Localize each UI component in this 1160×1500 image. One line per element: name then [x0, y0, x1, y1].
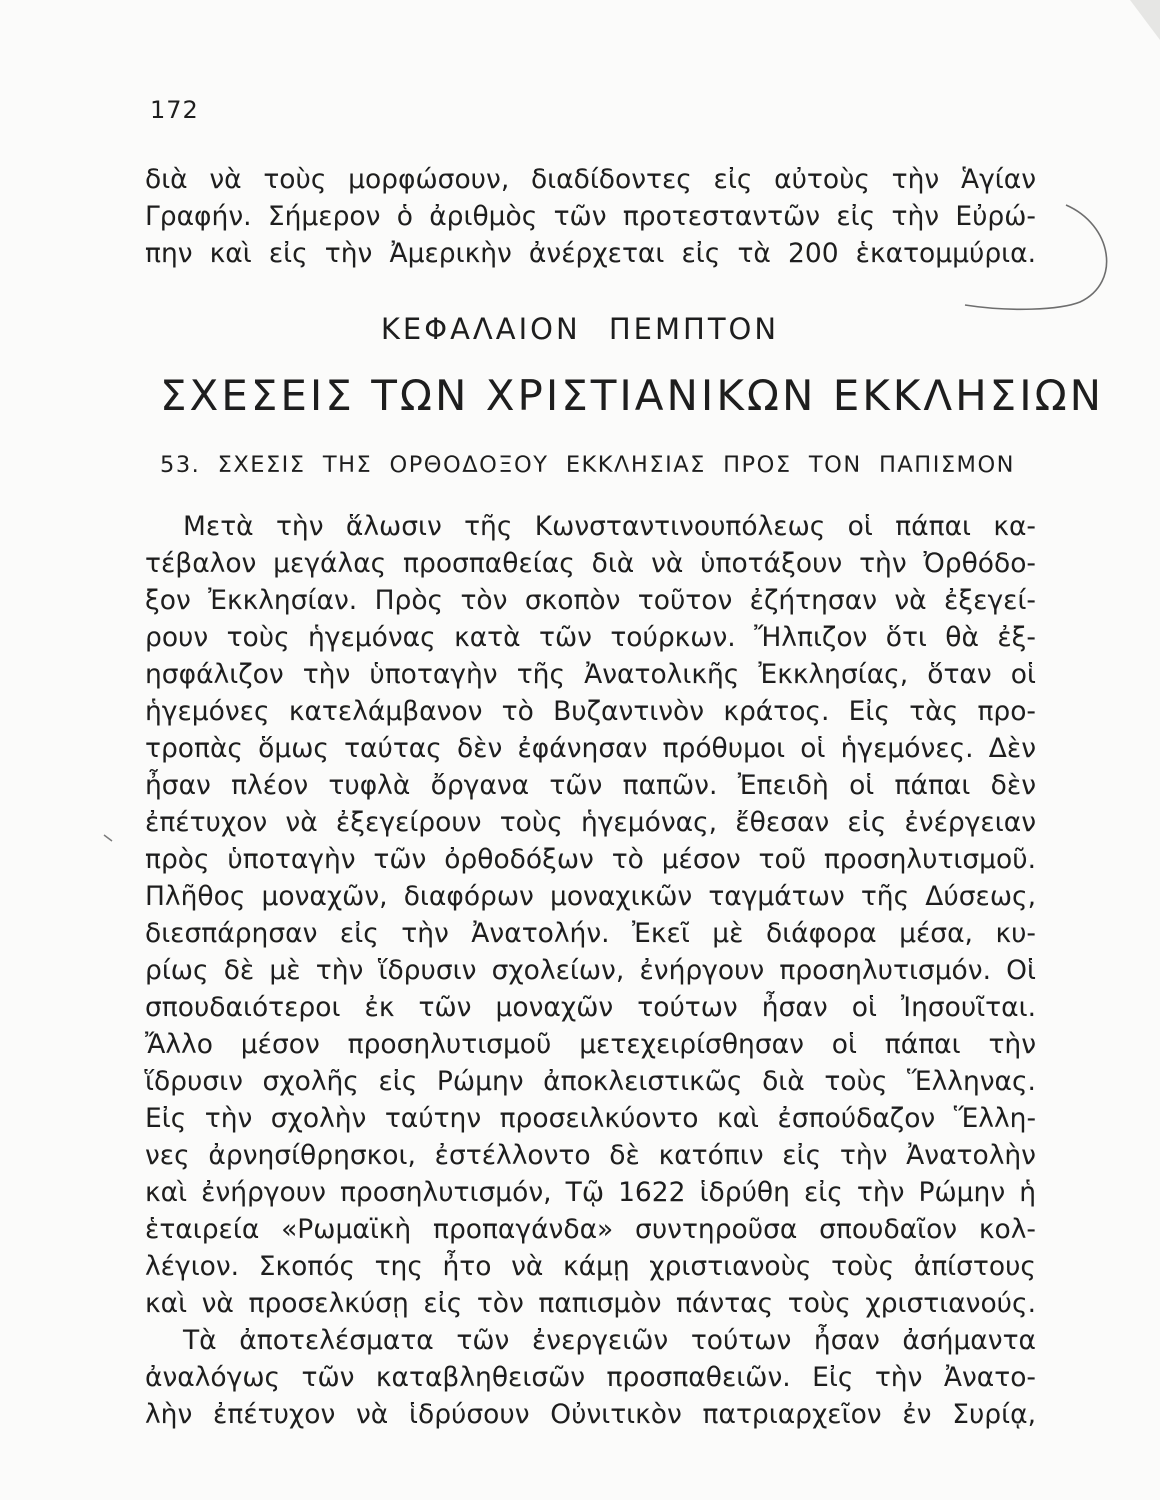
text-line: λέγιον. Σκοπός της ἦτο νὰ κάμῃ χριστιανοὺς τοὺς ἀπίστους — [145, 1251, 1036, 1282]
text-line: Πλῆθος μοναχῶν, διαφόρων μοναχικῶν ταγμάτων τῆς Δύσεως, — [145, 881, 1036, 912]
text-line: καὶ νὰ προσελκύσῃ εἰς τὸν παπισμὸν πάντας τοὺς χριστιανούς. — [145, 1288, 1036, 1319]
text-line: ἦσαν πλέον τυφλὰ ὄργανα τῶν παπῶν. Ἐπειδὴ οἱ πάπαι δὲν — [145, 770, 1036, 801]
text-line: Ἄλλο μέσον προσηλυτισμοῦ μετεχειρίσθησαν οἱ πάπαι τὴν — [145, 1029, 1036, 1060]
text-line: πρὸς ὑποταγὴν τῶν ὀρθοδόξων τὸ μέσον τοῦ προσηλυτισμοῦ. — [145, 844, 1036, 875]
text-line: ἐπέτυχον νὰ ἐξεγείρουν τοὺς ἡγεμόνας, ἔθεσαν εἰς ἐνέργειαν — [145, 807, 1036, 838]
text-line: σπουδαιότεροι ἐκ τῶν μοναχῶν τούτων ἦσαν οἱ Ἰησουῖται. — [145, 992, 1036, 1023]
section-heading: 53. ΣΧΕΣΙΣ ΤΗΣ ΟΡΘΟΔΟΞΟΥ ΕΚΚΛΗΣΙΑΣ ΠΡΟΣ ΤΟΝ ΠΑΠΙΣΜΟΝ — [160, 452, 1015, 478]
text-line: Μετὰ τὴν ἅλωσιν τῆς Κωνσταντινουπόλεως οἱ πάπαι κα- — [183, 511, 1036, 542]
text-line: νες ἀρνησίθρησκοι, ἐστέλλοντο δὲ κατόπιν εἰς τὴν Ἀνατολὴν — [145, 1140, 1036, 1171]
page-number: 172 — [150, 96, 199, 124]
text-line: τροπὰς ὅμως ταύτας δὲν ἐφάνησαν πρόθυμοι οἱ ἡγεμόνες. Δὲν — [145, 733, 1036, 764]
text-line: Τὰ ἀποτελέσματα τῶν ἐνεργειῶν τούτων ἦσαν ἀσήμαντα — [183, 1325, 1036, 1356]
text-line: Εἰς τὴν σχολὴν ταύτην προσειλκύοντο καὶ ἐσπούδαζον Ἕλλη- — [145, 1103, 1036, 1134]
text-line: λὴν ἐπέτυχον νὰ ἱδρύσουν Οὐνιτικὸν πατριαρχεῖον ἐν Συρίᾳ, — [145, 1399, 1036, 1430]
text-line: ξον Ἐκκλησίαν. Πρὸς τὸν σκοπὸν τοῦτον ἐζήτησαν νὰ ἐξεγεί- — [145, 585, 1036, 616]
text-line: ρίως δὲ μὲ τὴν ἵδρυσιν σχολείων, ἐνήργουν προσηλυτισμόν. Οἱ — [145, 955, 1036, 986]
text-line: διὰ νὰ τοὺς μορφώσουν, διαδίδοντες εἰς αὐτοὺς τὴν Ἁγίαν — [145, 164, 1036, 195]
chapter-title: ΣΧΕΣΕΙΣ ΤΩΝ ΧΡΙΣΤΙΑΝΙΚΩΝ ΕΚΚΛΗΣΙΩΝ — [160, 371, 1105, 420]
text-line: τέβαλον μεγάλας προσπαθείας διὰ νὰ ὑποτάξουν τὴν Ὀρθόδο- — [145, 548, 1036, 579]
text-line: ησφάλιζον τὴν ὑποταγὴν τῆς Ἀνατολικῆς Ἐκκλησίας, ὅταν οἱ — [145, 659, 1036, 690]
text-line: ρουν τοὺς ἡγεμόνας κατὰ τῶν τούρκων. Ἤλπιζον ὅτι θὰ ἐξ- — [145, 622, 1036, 653]
text-line: ἡγεμόνες κατελάμβανον τὸ Βυζαντινὸν κράτος. Εἰς τὰς προ- — [145, 696, 1036, 727]
text-line: ἀναλόγως τῶν καταβληθεισῶν προσπαθειῶν. Εἰς τὴν Ἀνατο- — [145, 1362, 1036, 1393]
text-line: ἑταιρεία «Ρωμαϊκὴ προπαγάνδα» συντηροῦσα σπουδαῖον κολ- — [145, 1214, 1036, 1245]
text-line: πην καὶ εἰς τὴν Ἀμερικὴν ἀνέρχεται εἰς τὰ 200 ἑκατομμύρια. — [145, 238, 1036, 269]
text-line: ἵδρυσιν σχολῆς εἰς Ρώμην ἀποκλειστικῶς διὰ τοὺς Ἕλληνας. — [145, 1066, 1036, 1097]
text-line: καὶ ἐνήργουν προσηλυτισμόν, Τῷ 1622 ἱδρύθη εἰς τὴν Ρώμην ἡ — [145, 1177, 1036, 1208]
text-line: Γραφήν. Σήμερον ὁ ἀριθμὸς τῶν προτεσταντῶν εἰς τὴν Εὐρώ- — [145, 201, 1036, 232]
chapter-label: ΚΕΦΑΛΑΙΟΝ ΠΕΜΠΤΟΝ — [380, 312, 780, 346]
text-line: διεσπάρησαν εἰς τὴν Ἀνατολήν. Ἐκεῖ μὲ διάφορα μέσα, κυ- — [145, 918, 1036, 949]
